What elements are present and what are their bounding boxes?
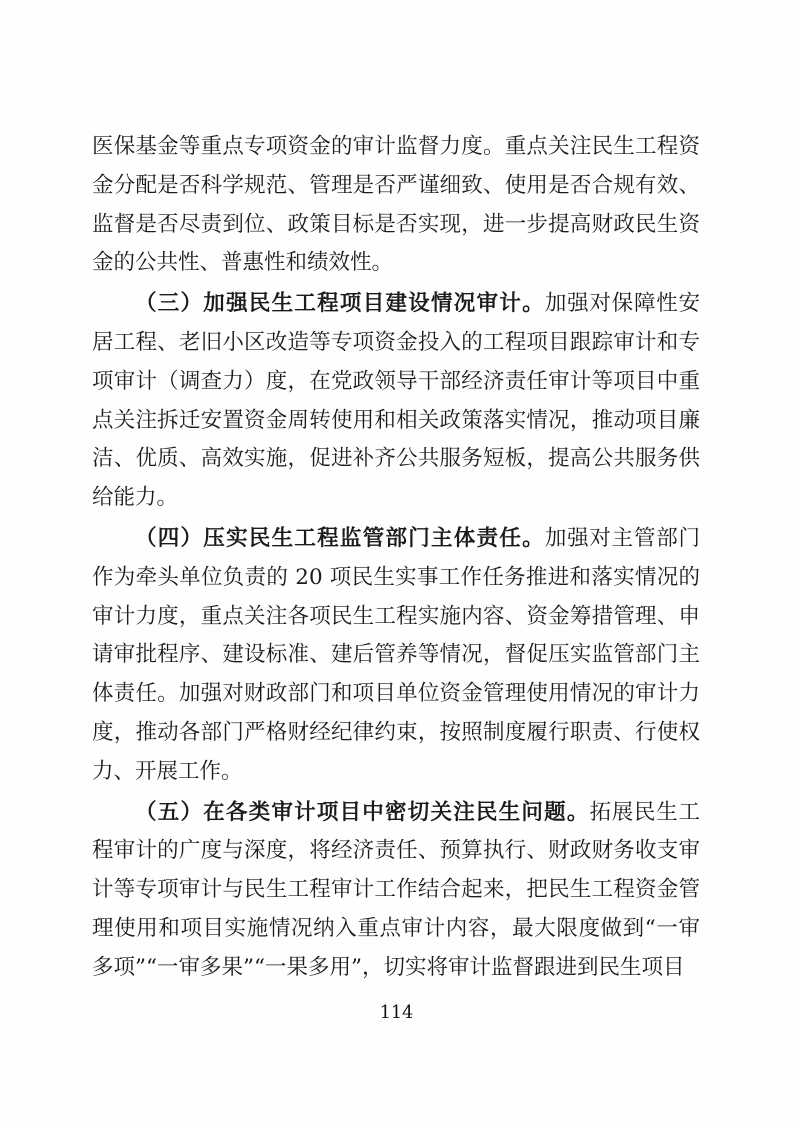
- text-block: [92, 128, 700, 988]
- paragraph-text: 加强对主管部门作为牵头单位负责的 20 项民生实事工作任务推进和落实情况的审计力度，重点关注各项民生工程实施内容、资金筹措管理、申请审批程序、建设标准、建后管养等情况，督促压实监管部门主体责任。加强对财政部门和项目单位资金管理使用情况的审计力度，推动各部门严格财经纪律约束，按照制度履行职责、行使权力、开展工作。: [92, 525, 700, 784]
- paragraph-continuation: [92, 128, 700, 283]
- paragraph-text: 加强对保障性安居工程、老旧小区改造等专项资金投入的工程项目跟踪审计和专项审计（调查力）度，在党政领导干部经济责任审计等项目中重点关注拆迁安置资金周转使用和相关政策落实情况，推动项目廉洁、优质、高效实施，促进补齐公共服务短板，提高公共服务供给能力。: [92, 291, 700, 511]
- page-number: 114: [379, 1003, 414, 1023]
- paragraph-lead: （五）在各类审计项目中密切关注民生问题。: [135, 799, 590, 825]
- paragraph-text: 拓展民生工程审计的广度与深度，将经济责任、预算执行、财政财务收支审计等专项审计与民生工程审计工作结合起来，把民生工程资金管理使用和项目实施情况纳入重点审计内容，最大限度做到“一审多项”“一审多果”“一果多用”，切实将审计监督跟进到民生项目: [92, 799, 700, 980]
- paragraph-text: 医保基金等重点专项资金的审计监督力度。重点关注民生工程资金分配是否科学规范、管理是否严谨细致、使用是否合规有效、监督是否尽责到位、政策目标是否实现，进一步提高财政民生资金的公共性、普惠性和绩效性。: [92, 134, 700, 276]
- paragraph-section-5: [92, 794, 700, 988]
- paragraph-lead: （三）加强民生工程项目建设情况审计。: [135, 291, 545, 317]
- paragraph-section-3: [92, 285, 700, 518]
- paragraph-section-4: [92, 520, 700, 792]
- paragraph-lead: （四）压实民生工程监管部门主体责任。: [135, 525, 545, 551]
